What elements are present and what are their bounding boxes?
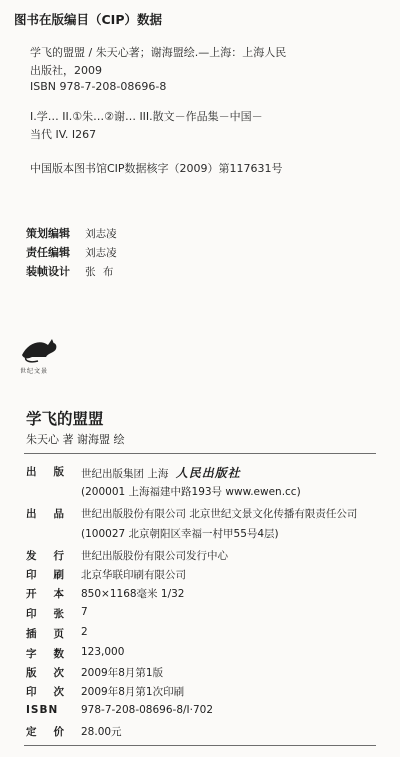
info-value: 123,000 bbox=[81, 646, 125, 658]
info-value: (100027 北京朝阳区幸福一村甲55号4层) bbox=[81, 528, 279, 540]
credit-row bbox=[26, 260, 115, 279]
info-value: 28.00元 bbox=[81, 726, 122, 738]
info-label: 插 页 bbox=[26, 628, 64, 640]
info-value: 2 bbox=[81, 626, 88, 638]
cip-subject-line: I.学… II.①朱…②谢… III.散文－作品集－中国－ bbox=[30, 110, 263, 123]
credit-row bbox=[26, 241, 117, 260]
info-value: (200001 上海福建中路193号 www.ewen.cc) bbox=[81, 486, 301, 498]
info-value: 世纪出版股份有限公司发行中心 bbox=[81, 550, 228, 562]
info-label: ISBN bbox=[26, 704, 59, 716]
info-label: 版 次 bbox=[26, 667, 64, 679]
info-value: 2009年8月第1版 bbox=[81, 667, 164, 679]
cip-record-number: 中国版本图书馆CIP数据核字（2009）第117631号 bbox=[30, 162, 283, 175]
info-label: 出 版 bbox=[26, 466, 64, 478]
cip-record-line: 学飞的盟盟 / 朱天心著；谢海盟绘.—上海：上海人民 bbox=[30, 46, 287, 59]
info-value: 7 bbox=[81, 606, 88, 618]
info-label: 印 次 bbox=[26, 686, 64, 698]
info-label: 印 刷 bbox=[26, 569, 64, 581]
rooster-emblem-icon bbox=[18, 335, 62, 365]
credit-label: 责任编辑 bbox=[26, 246, 70, 259]
book-title: 学飞的盟盟 bbox=[26, 410, 104, 428]
credit-label: 装帧设计 bbox=[26, 265, 70, 278]
info-value: 850×1168毫米 1/32 bbox=[81, 588, 185, 600]
info-label: 开 本 bbox=[26, 588, 64, 600]
logo-caption: 世纪文景 bbox=[20, 368, 49, 375]
cip-isbn-line: ISBN 978-7-208-08696-8 bbox=[30, 80, 167, 93]
info-value: 978-7-208-08696-8/I·702 bbox=[81, 704, 214, 716]
credit-value: 张 布 bbox=[85, 266, 116, 278]
cip-record-line: 出版社，2009 bbox=[30, 64, 102, 77]
cip-subject-line: 当代 IV. I267 bbox=[30, 128, 97, 141]
publisher-calligraphy-logo: 人民出版社 bbox=[175, 466, 241, 480]
cip-heading: 图书在版编目（CIP）数据 bbox=[14, 12, 162, 27]
info-value: 世纪出版股份有限公司 北京世纪文景文化传播有限责任公司 bbox=[81, 508, 358, 520]
credit-row bbox=[26, 222, 117, 241]
credit-label: 策划编辑 bbox=[26, 227, 70, 240]
divider bbox=[24, 745, 376, 746]
publisher-logo bbox=[18, 335, 62, 379]
info-label: 发 行 bbox=[26, 550, 64, 562]
credit-value: 刘志凌 bbox=[85, 228, 117, 240]
info-label: 印 张 bbox=[26, 608, 64, 620]
info-value: 北京华联印刷有限公司 bbox=[81, 569, 186, 581]
info-label: 定 价 bbox=[26, 726, 64, 738]
info-label: 字 数 bbox=[26, 648, 64, 660]
info-value: 世纪出版集团 上海 人民出版社 bbox=[81, 466, 241, 480]
info-value: 2009年8月第1次印刷 bbox=[81, 686, 185, 698]
divider bbox=[24, 453, 376, 454]
credit-value: 刘志凌 bbox=[85, 247, 117, 259]
info-label: 出 品 bbox=[26, 508, 64, 520]
book-authors: 朱天心 著 谢海盟 绘 bbox=[26, 433, 125, 446]
